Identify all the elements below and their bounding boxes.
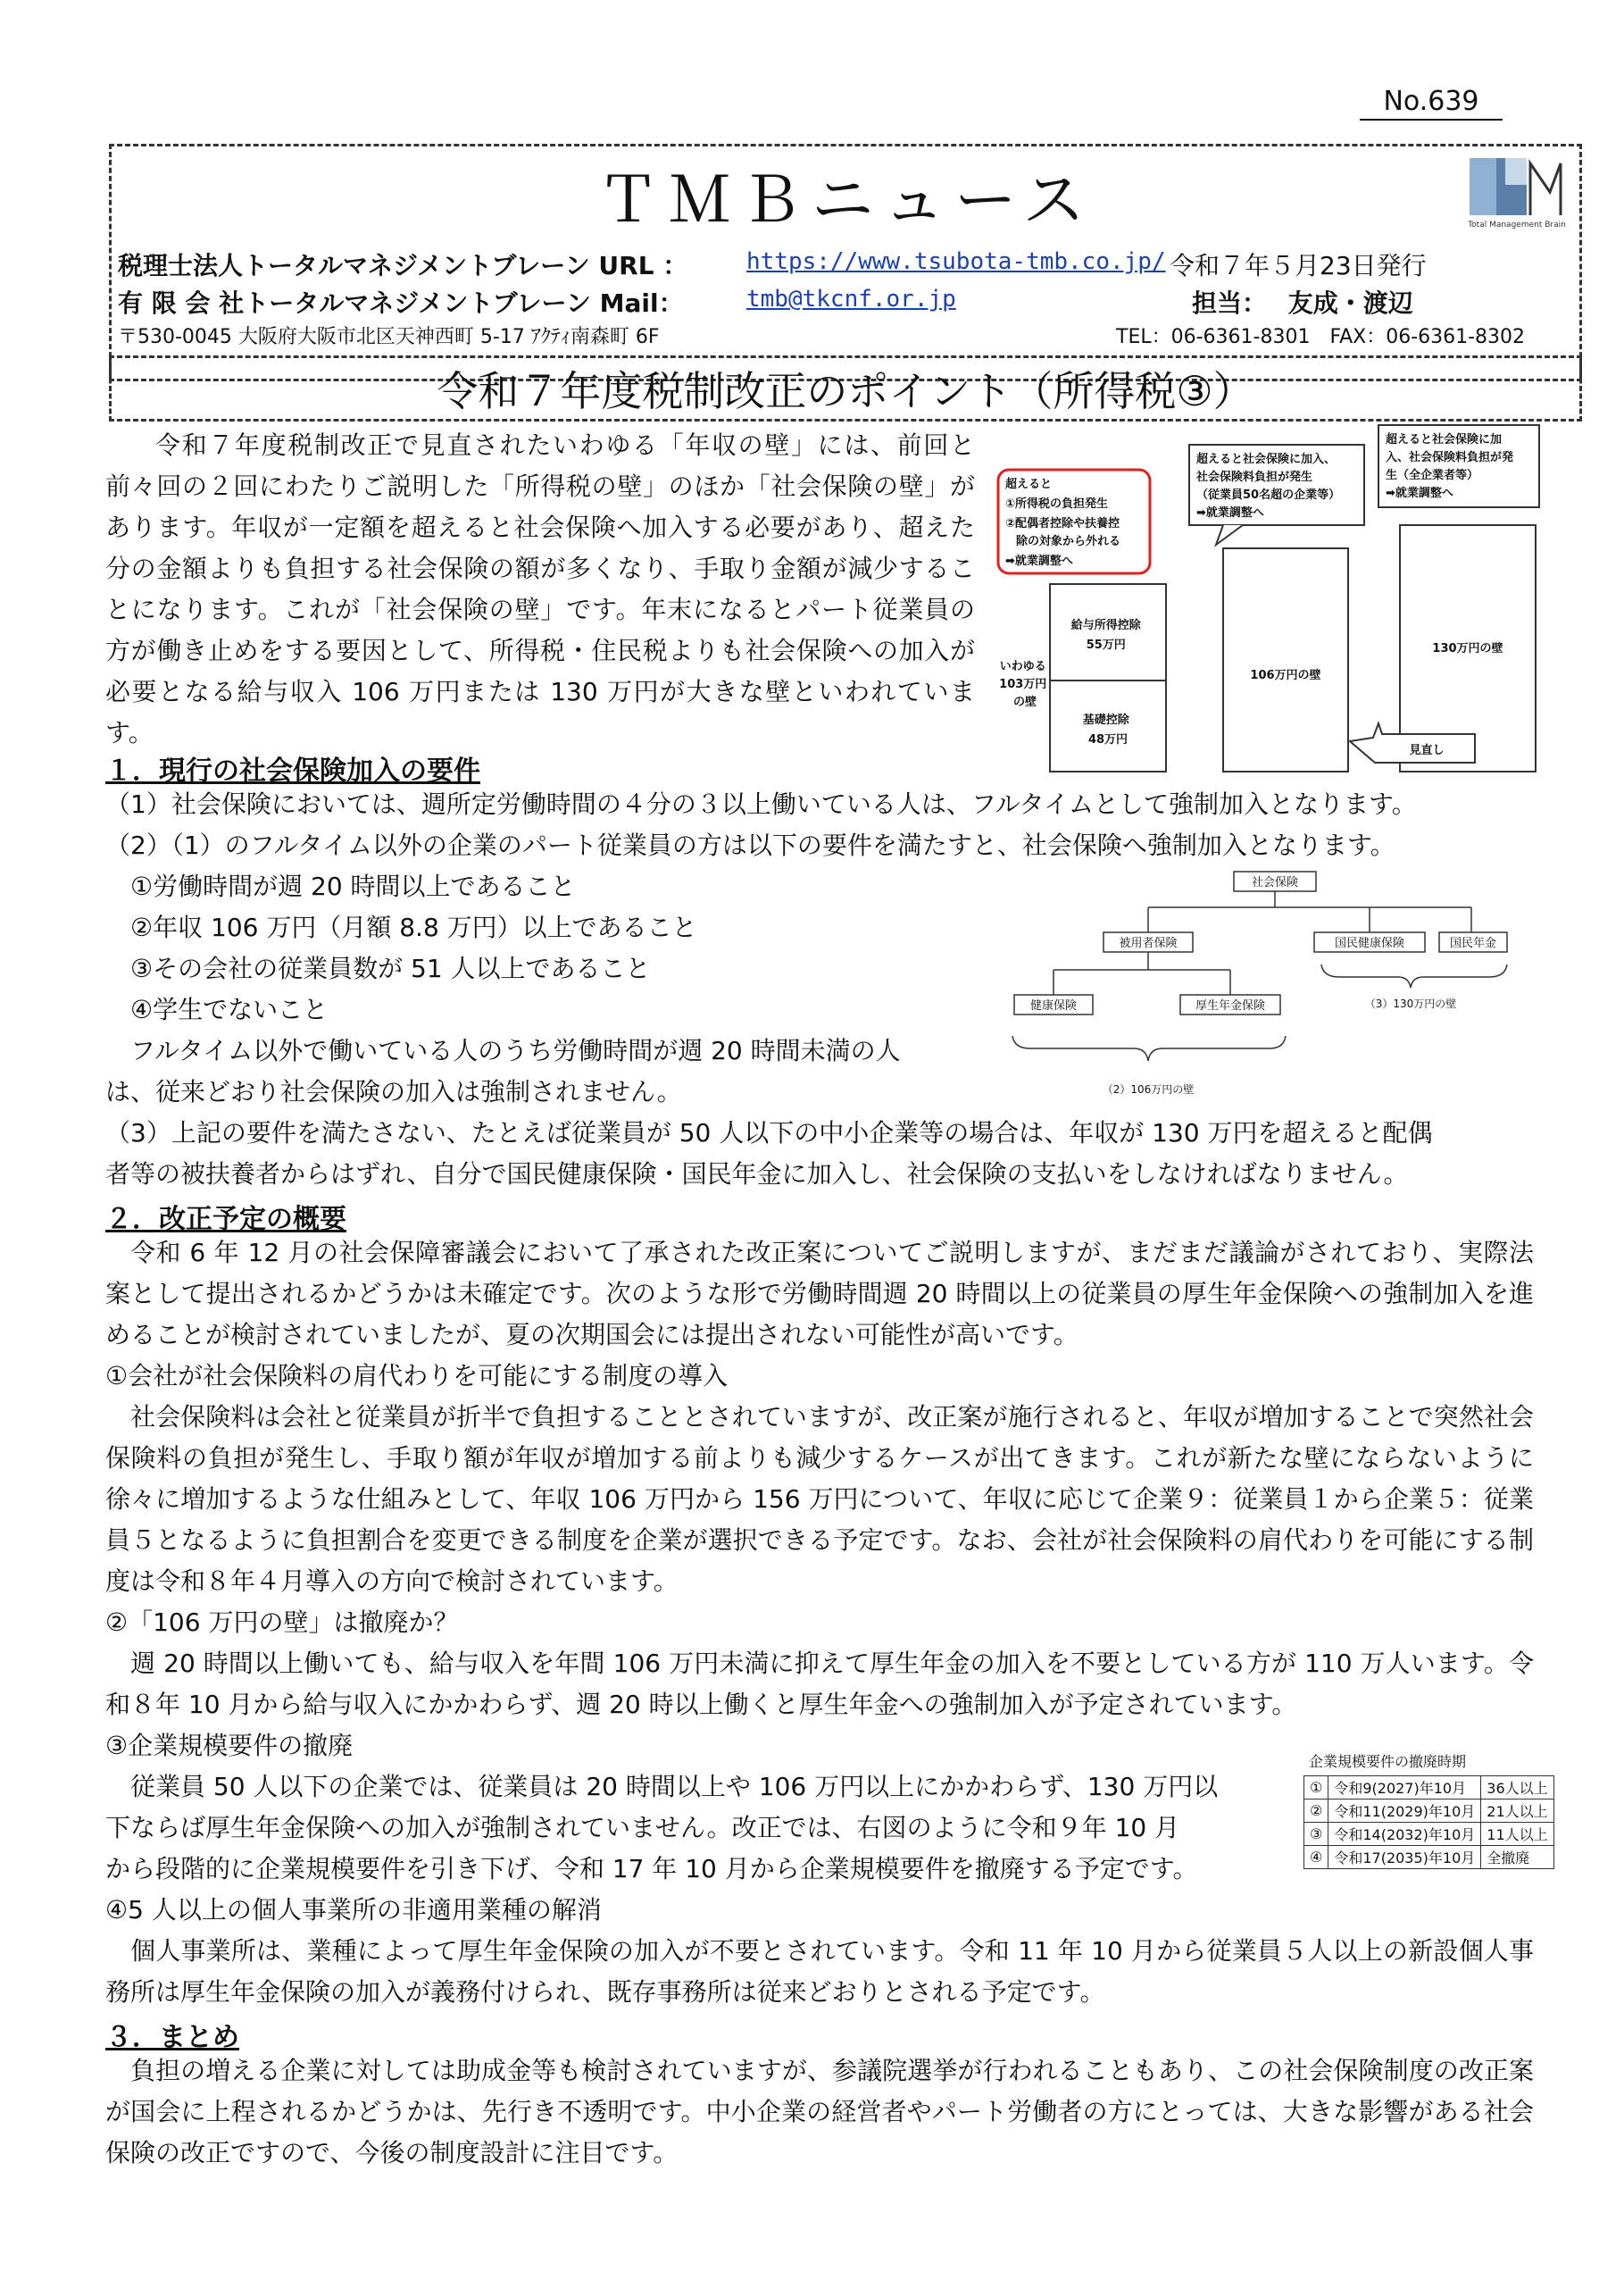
office-address: 〒530-0045 大阪府大阪市北区天神西町 5-17 ｱｸﾃｨ南森町 6F [118, 326, 660, 348]
section-2-p3: 週 20 時間以上働いても、給与収入を年間 106 万円未満に抑えて厚生年金の加入を不要としている方が 110 万人います。令和８年 10 月から給与収入にかかわらず、週 20 時以上働くと厚生年金への強制加入が予定されています。 [105, 1649, 1534, 1719]
mail-label: Mail： [599, 288, 684, 318]
svg-text:厚生年金保険: 厚生年金保険 [1195, 999, 1266, 1013]
email-link[interactable]: tmb@tkcnf.or.jp [746, 286, 956, 313]
section-3-title: ３．まとめ [105, 2022, 239, 2053]
svg-text:超えると社会保険に加入、 社会保険料負担が発生: 超えると社会保険に加入、 社会保険料負担が発生 （従業員50名超の企業等） ➡就業調整へ [1196, 453, 1341, 520]
headline: 令和７年度税制改正のポイント（所得税③） [437, 367, 1254, 415]
svg-text:国民健康保険: 国民健康保険 [1334, 937, 1405, 950]
section-3-p1: 負担の増える企業に対しては助成金等も検討されていますが、参議院選挙が行われることもあり、この社会保険制度の改正案が国会に上程されるかどうかは、先行き不透明です。中小企業の経営者やパート労働者の方にとっては、大きな影響がある社会保険の改正ですので、今後の制度設計に注目です。 [105, 2056, 1534, 2167]
website-link[interactable]: https://www.tsubota-tmb.co.jp/ [746, 248, 1166, 275]
schedule-caption: 企業規模要件の撤廃時期 [1309, 1753, 1467, 1770]
section-1-note-2: は、従来どおり社会保険の加入は強制されません。 [105, 1077, 682, 1106]
section-1-p2: （2）（1）のフルタイム以外の企業のパート従業員の方は以下の要件を満たすと、社会保険へ強制加入となります。 [105, 831, 1395, 860]
section-1-title: １．現行の社会保険加入の要件 [105, 756, 480, 787]
staff-names: 友成・渡辺 [1287, 288, 1413, 318]
schedule-row: ① 令和9(2027)年10月 36人以上 [1304, 1776, 1554, 1800]
brace-106 [1012, 1036, 1286, 1061]
income-wall-diagram [993, 420, 1548, 786]
requirement-item: ④学生でないこと [130, 995, 329, 1024]
section-2-heading-4: ④5 人以上の個人事業所の非適用業種の解消 [105, 1895, 602, 1925]
svg-text:130万円の壁: 130万円の壁 [1432, 642, 1503, 656]
section-2-title: ２．改正予定の概要 [105, 1204, 346, 1235]
svg-text:被用者保険: 被用者保険 [1119, 937, 1178, 950]
bar-106 [1223, 548, 1348, 772]
section-2-heading-2: ②「106 万円の壁」は撤廃か？ [105, 1607, 459, 1637]
intro-paragraph: 令和７年度税制改正で見直されたいわゆる「年収の壁」には、前回と前々回の２回にわたりご説明した「所得税の壁」のほか「社会保険の壁」があります。年収が一定額を超えると社会保険へ加入する必要があり、超えた分の金額よりも負担する社会保険の額が多くなり、手取り金額が減少することになります。これが「社会保険の壁」です。年末になるとパート従業員の方が働き止めをする要因として、所得税・住民税よりも社会保険への加入が必要となる給与収入 106 万円または 130 万円が大きな壁といわれています。 [105, 430, 975, 747]
url-label: URL ： [598, 251, 688, 280]
svg-text:（2）106万円の壁: （2）106万円の壁 [1102, 1083, 1195, 1096]
section-2-heading-3: ③企業規模要件の撤廃 [105, 1731, 354, 1760]
brace-130 [1321, 964, 1507, 988]
schedule-row: ② 令和11(2029)年10月 21人以上 [1304, 1800, 1554, 1823]
label-103-wall: いわゆる 103万円 の壁 [999, 660, 1047, 709]
section-2-p5: 個人事業所は、業種によって厚生年金保険の加入が不要とされています。令和 11 年 10 月から従業員５人以上の新設個人事務所は厚生年金保険の加入が義務付けられ、既存事務所は従来どおりとされる予定です。 [105, 1936, 1534, 2007]
svg-text:国民年金: 国民年金 [1449, 937, 1497, 950]
logo-caption: Total Management Brain [1468, 221, 1566, 230]
svg-text:見直し: 見直し [1409, 744, 1445, 757]
newsletter-title: ＴＭＢニュース [596, 163, 1095, 237]
requirement-item: ①労働時間が週 20 時間以上であること [130, 872, 576, 901]
firm-name-1: 税理士法人トータルマネジメントブレーン [118, 251, 590, 280]
section-2-p4-a: 従業員 50 人以下の企業では、従業員は 20 時間以上や 106 万円以上にかかわらず、130 万円以 [130, 1772, 1219, 1801]
requirement-item: ②年収 106 万円（月額 8.8 万円）以上であること [130, 913, 697, 942]
section-2-p4-c: から段階的に企業規模要件を引き下げ、令和 17 年 10 月から企業規模要件を撤廃する予定です。 [105, 1854, 1198, 1883]
schedule-row: ③ 令和14(2032)年10月 11人以上 [1304, 1823, 1554, 1846]
svg-text:健康保険: 健康保険 [1029, 999, 1078, 1013]
section-2-p2: 社会保険料は会社と従業員が折半で負担することとされていますが、改正案が施行されると、年収が増加することで突然社会保険料の負担が発生し、手取り額が年収が増加する前よりも減少するケースが出てきます。これが新たな壁にならないように徐々に増加するような仕組みとして、年収 106 万円から 156 万円について、年収に応じて企業９：従業員１から企業５：従業員５となるように負担割合を変更できる制度を企業が選択できる予定です。なお、会社が社会保険料の肩代わりを可能にする制度は令和８年４月導入の方向で検討されています。 [105, 1402, 1534, 1596]
svg-text:（3）130万円の壁: （3）130万円の壁 [1364, 998, 1457, 1010]
section-2-p1: 令和 6 年 12 月の社会保障審議会において了承された改正案についてご説明しますが、まだまだ議論がされており、実際法案として提出されるかどうかは未確定です。次のような形で労働時間週 20 時間以上の従業員の厚生年金保険への強制加入を進めることが検討されていましたが、夏の次期国会には提出されない可能性が高いです。 [105, 1238, 1534, 1349]
svg-text:106万円の壁: 106万円の壁 [1250, 669, 1321, 682]
staff-label: 担当： [1192, 288, 1268, 318]
section-1-p3-b: 者等の被扶養者からはずれ、自分で国民健康保険・国民年金に加入し、社会保険の支払いをしなければなりません。 [105, 1159, 1409, 1189]
issue-date: 令和７年５月23日発行 [1170, 251, 1427, 280]
requirement-item: ③その会社の従業員数が 51 人以上であること [130, 954, 651, 983]
firm-name-2: 有 限 会 社トータルマネジメントブレーン [118, 288, 591, 318]
section-1-note-1: フルタイム以外で働いている人のうち労働時間が週 20 時間未満の人 [130, 1036, 901, 1065]
schedule-table [1303, 1775, 1554, 1869]
issue-number: No.639 [1360, 86, 1503, 121]
svg-text:社会保険: 社会保険 [1251, 876, 1299, 889]
section-2-heading-1: ①会社が社会保険料の肩代わりを可能にする制度の導入 [105, 1361, 729, 1390]
section-1-p1: （1）社会保険においては、週所定労働時間の４分の３以上働いている人は、フルタイムとして強制加入となります。 [105, 789, 1417, 819]
section-1-p3-a: （3）上記の要件を満たさない、たとえば従業員が 50 人以下の中小企業等の場合は、年収が 130 万円を超えると配偶 [105, 1118, 1433, 1148]
schedule-row: ④ 令和17(2035)年10月 全撤廃 [1304, 1846, 1554, 1869]
svg-text:超えると ①所得税の負担発生 ②配偶: 超えると ①所得税の負担発生 ②配偶者控除や扶養控 除の対象から外れる ➡就業調整へ [1005, 478, 1121, 568]
svg-text:超えると社会保険に加 入、社会保険料負担が発: 超えると社会保険に加 入、社会保険料負担が発 生（全企業者等） ➡就業調整へ [1386, 433, 1514, 500]
section-2-p4-b: 下ならば厚生年金保険への加入が強制されていません。改正では、右図のように令和９年 10 月 [105, 1813, 1180, 1842]
tel-fax: TEL：06-6361-8301 FAX：06-6361-8302 [1116, 326, 1526, 348]
tmb-logo [1464, 156, 1570, 230]
svg-text:給与所得控除 55万円 基礎控除: 給与所得控除 55万円 基礎控除 48万円 [1070, 619, 1141, 747]
insurance-tree-diagram [1000, 864, 1553, 1107]
